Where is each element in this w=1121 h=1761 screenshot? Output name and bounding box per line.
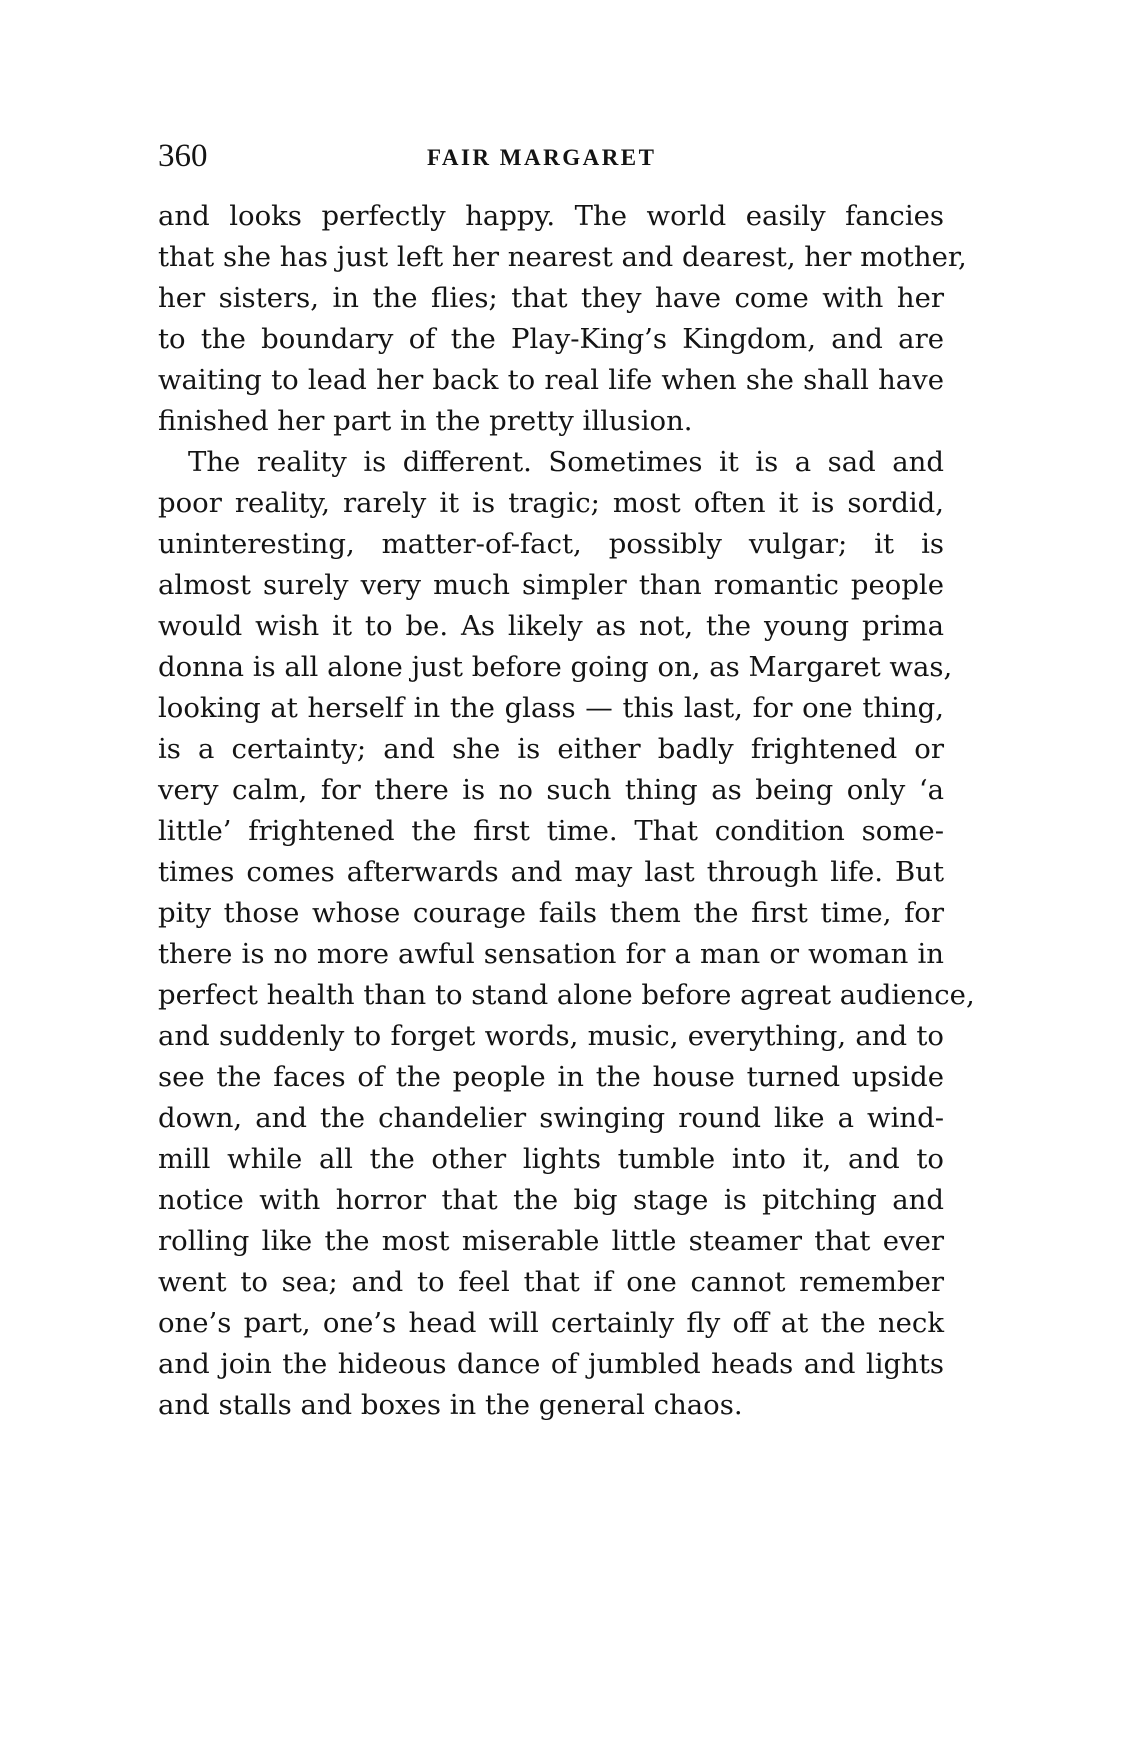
text-line: and join the hideous dance of jumbled heads and lights bbox=[158, 1348, 944, 1380]
body-text bbox=[158, 196, 975, 1426]
text-line: The reality is different. Sometimes it is a sad and bbox=[188, 446, 944, 478]
text-line: almost surely very much simpler than romantic people bbox=[158, 569, 944, 601]
text-line: looking at herself in the glass — this last, for one thing, bbox=[158, 692, 944, 724]
text-line: there is no more awful sensation for a man or woman in bbox=[158, 938, 944, 970]
page-number: 360 bbox=[158, 138, 208, 174]
text-line: see the faces of the people in the house turned upside bbox=[158, 1061, 944, 1093]
text-line: perfect health than to stand alone before agreat audience, bbox=[158, 979, 975, 1011]
text-line: went to sea; and to feel that if one cannot remember bbox=[158, 1266, 944, 1298]
text-line: to the boundary of the Play-King’s Kingdom, and are bbox=[158, 323, 944, 355]
text-line: her sisters, in the flies; that they have come with her bbox=[158, 282, 944, 314]
running-title: FAIR MARGARET bbox=[427, 145, 657, 170]
text-line: uninteresting, matter-of-fact, possibly vulgar; it is bbox=[158, 528, 944, 560]
text-line: rolling like the most miserable little steamer that ever bbox=[158, 1225, 944, 1257]
text-line: pity those whose courage fails them the first time, for bbox=[158, 897, 944, 929]
text-line: and stalls and boxes in the general chaos. bbox=[158, 1389, 743, 1421]
text-line: little’ frightened the first time. That condition some- bbox=[158, 815, 944, 847]
text-line: donna is all alone just before going on, as Margaret was, bbox=[158, 651, 953, 683]
text-line: waiting to lead her back to real life when she shall have bbox=[158, 364, 944, 396]
text-line: finished her part in the pretty illusion. bbox=[158, 405, 693, 437]
text-line: is a certainty; and she is either badly frightened or bbox=[158, 733, 944, 765]
text-line: that she has just left her nearest and dearest, her mother, bbox=[158, 241, 967, 273]
text-line: poor reality, rarely it is tragic; most often it is sordid, bbox=[158, 487, 944, 519]
text-line: mill while all the other lights tumble into it, and to bbox=[158, 1143, 944, 1175]
text-line: times comes afterwards and may last through life. But bbox=[158, 856, 944, 888]
text-line: would wish it to be. As likely as not, the young prima bbox=[158, 610, 944, 642]
text-line: down, and the chandelier swinging round like a wind- bbox=[158, 1102, 944, 1134]
text-line: notice with horror that the big stage is pitching and bbox=[158, 1184, 944, 1216]
text-line: and looks perfectly happy. The world easily fancies bbox=[158, 200, 944, 232]
text-line: very calm, for there is no such thing as being only ‘a bbox=[158, 774, 944, 806]
text-line: one’s part, one’s head will certainly fly off at the neck bbox=[158, 1307, 944, 1339]
text-line: and suddenly to forget words, music, everything, and to bbox=[158, 1020, 944, 1052]
running-head bbox=[158, 136, 944, 176]
